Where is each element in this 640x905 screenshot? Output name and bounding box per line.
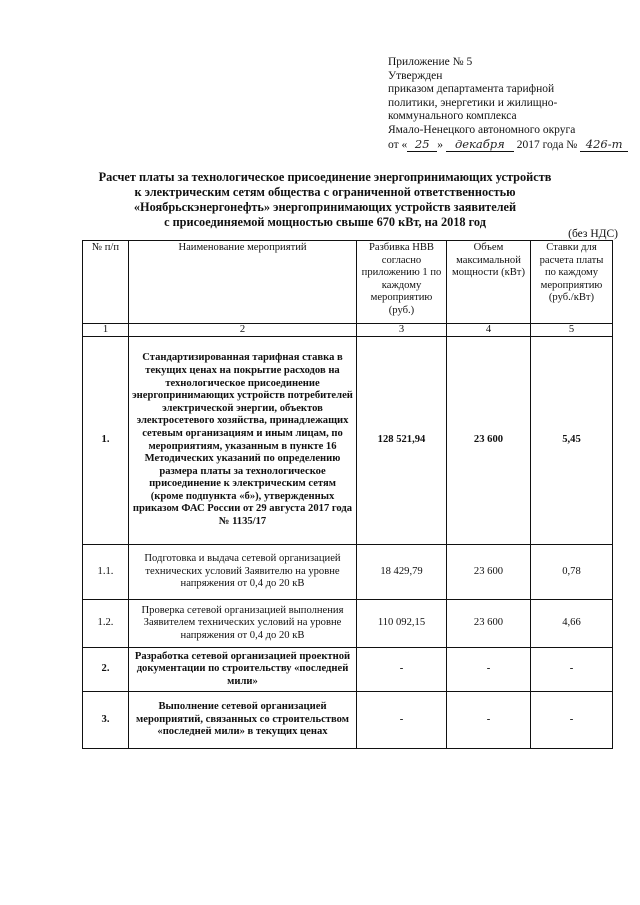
table-header-row xyxy=(83,241,613,324)
row-activity-name: Разработка сетевой организацией проектной документации по строительству «последней мили» xyxy=(129,648,357,692)
table-row xyxy=(83,545,613,600)
table-row xyxy=(83,692,613,749)
header-max-power: Объем максимальной мощности (кВт) xyxy=(447,241,531,324)
row-power: - xyxy=(447,648,531,692)
row-number: 3. xyxy=(83,692,129,749)
fee-calculation-table xyxy=(82,240,613,749)
row-rate: 5,45 xyxy=(531,337,613,545)
row-number: 1. xyxy=(83,337,129,545)
row-nvv: 128 521,94 xyxy=(357,337,447,545)
table-row xyxy=(83,648,613,692)
row-number: 1.2. xyxy=(83,600,129,648)
row-rate: - xyxy=(531,692,613,749)
row-activity-name: Подготовка и выдача сетевой организацией технических условий Заявителю на уровне напряжения от 0,4 до 20 кВ xyxy=(129,545,357,600)
appendix-number: Приложение № 5 xyxy=(388,56,473,68)
title-line: к электрическим сетям общества с ограниченной ответственностью xyxy=(134,185,516,199)
order-month: декабря xyxy=(446,138,514,153)
column-number: 1 xyxy=(83,324,129,337)
order-number: 426-т xyxy=(580,138,628,153)
row-power: 23 600 xyxy=(447,337,531,545)
column-number: 2 xyxy=(129,324,357,337)
header-activity-name: Наименование мероприятий xyxy=(129,241,357,324)
row-rate: 0,78 xyxy=(531,545,613,600)
row-power: - xyxy=(447,692,531,749)
order-day: 25 xyxy=(407,138,437,153)
row-power: 23 600 xyxy=(447,545,531,600)
row-rate: 4,66 xyxy=(531,600,613,648)
vat-note: (без НДС) xyxy=(568,228,618,240)
row-number: 2. xyxy=(83,648,129,692)
approval-line: коммунального комплекса xyxy=(388,110,517,123)
row-activity-name: Проверка сетевой организацией выполнения Заявителем технических условий на уровне напряжения от 0,4 до 20 кВ xyxy=(129,600,357,648)
row-activity-name: Выполнение сетевой организацией мероприятий, связанных со строительством «последней мили» в текущих ценах xyxy=(129,692,357,749)
column-number: 5 xyxy=(531,324,613,337)
row-number: 1.1. xyxy=(83,545,129,600)
approval-line: Ямало-Ненецкого автономного округа xyxy=(388,123,576,136)
column-number: 3 xyxy=(357,324,447,337)
quote-close: » xyxy=(437,138,443,151)
row-nvv: - xyxy=(357,648,447,692)
column-number: 4 xyxy=(447,324,531,337)
approval-block xyxy=(388,56,628,152)
row-power: 23 600 xyxy=(447,600,531,648)
row-nvv: 18 429,79 xyxy=(357,545,447,600)
order-date-line xyxy=(388,138,628,153)
table-row xyxy=(83,337,613,545)
header-nvv: Разбивка НВВ согласно приложению 1 по каждому мероприятию (руб.) xyxy=(357,241,447,324)
approval-line: политики, энергетики и жилищно- xyxy=(388,96,558,109)
document-title xyxy=(60,170,590,230)
title-line: с присоединяемой мощностью свыше 670 кВт, на 2018 год xyxy=(164,215,486,229)
order-year: 2017 года № xyxy=(516,138,578,151)
row-activity-name: Стандартизированная тарифная ставка в текущих ценах на покрытие расходов на технологическое присоединение энергопринимающих устройств потребителей электрической энергии, объектов электросетевого хозяйства, принадлежащих сетевым организациям и иным лицам, по мероприятиям, указанным в пункте 16 Методических указаний по определению размера платы за технологическое присоединение к электрическим сетям (кроме подпункта «б»), утвержденных приказом ФАС России от 29 августа 2017 года № 1135/17 xyxy=(129,337,357,545)
header-number: № п/п xyxy=(83,241,129,324)
approved-label: Утвержден xyxy=(388,69,443,82)
row-rate: - xyxy=(531,648,613,692)
table-row xyxy=(83,600,613,648)
title-line: «Ноябрьскэнергонефть» энергопринимающих устройств заявителей xyxy=(133,200,517,214)
column-numbers-row xyxy=(83,324,613,337)
date-prefix: от « xyxy=(388,138,408,151)
approval-line: приказом департамента тарифной xyxy=(388,83,555,96)
title-line: Расчет платы за технологическое присоединение энергопринимающих устройств xyxy=(98,170,552,184)
row-nvv: 110 092,15 xyxy=(357,600,447,648)
row-nvv: - xyxy=(357,692,447,749)
header-rate: Ставки для расчета платы по каждому мероприятию (руб./кВт) xyxy=(531,241,613,324)
